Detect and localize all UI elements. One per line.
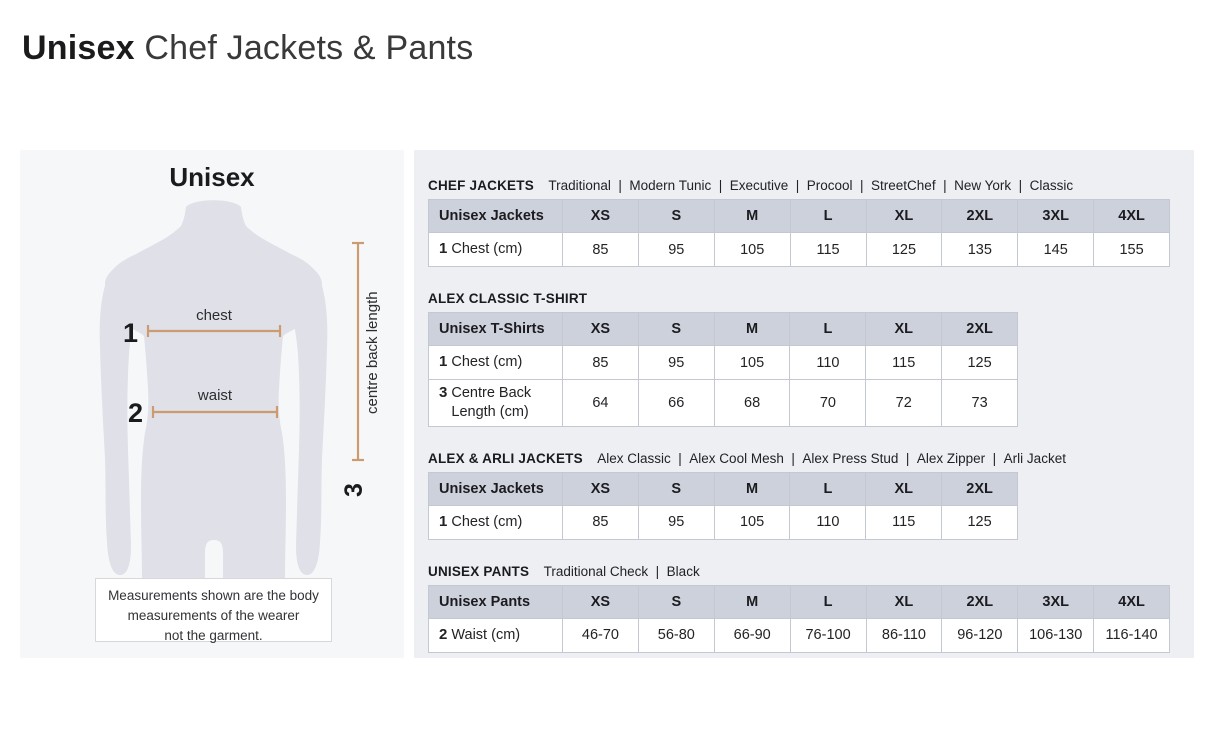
- value-cell: 155: [1094, 233, 1170, 267]
- size-header-cell: XS: [563, 200, 639, 233]
- size-header-cell: 3XL: [1018, 585, 1094, 618]
- table-header-label: Unisex Jackets: [429, 200, 563, 233]
- size-header-cell: M: [714, 313, 790, 346]
- value-cell: 95: [638, 346, 714, 380]
- section-head: [428, 178, 1180, 194]
- measure-label: Chest (cm): [451, 354, 523, 371]
- value-cell: 85: [563, 346, 639, 380]
- size-header-cell: XS: [563, 472, 639, 505]
- size-header-cell: 2XL: [942, 472, 1018, 505]
- centre-back-length-label: centre back length: [364, 291, 381, 414]
- measure-number: 2: [439, 625, 448, 643]
- chest-label: chest: [196, 307, 232, 324]
- size-header-cell: 3XL: [1018, 200, 1094, 233]
- value-cell: 115: [866, 346, 942, 380]
- size-header-cell: 2XL: [942, 585, 1018, 618]
- value-cell: 125: [942, 505, 1018, 539]
- size-header-cell: L: [790, 313, 866, 346]
- measure-number: 1: [439, 512, 448, 530]
- size-header-cell: 2XL: [942, 200, 1018, 233]
- table-header-label: Unisex T-Shirts: [429, 313, 563, 346]
- value-cell: 105: [714, 505, 790, 539]
- value-cell: 85: [563, 233, 639, 267]
- note-line: measurements of the wearer: [127, 607, 300, 623]
- size-header-row: [429, 313, 1018, 346]
- size-header-cell: L: [790, 200, 866, 233]
- value-cell: 105: [714, 346, 790, 380]
- value-cell: 110: [790, 505, 866, 539]
- page-title-bold: Unisex: [22, 29, 135, 67]
- size-header-cell: M: [714, 585, 790, 618]
- note-line: Measurements shown are the body: [108, 588, 319, 603]
- value-cell: 68: [714, 380, 790, 427]
- value-cell: 66: [638, 380, 714, 427]
- value-cell: 56-80: [638, 618, 714, 652]
- value-cell: 116-140: [1094, 618, 1170, 652]
- value-cell: 66-90: [714, 618, 790, 652]
- variant-list: Alex Classic | Alex Cool Mesh | Alex Press Stud | Alex Zipper | Arli Jacket: [597, 450, 1066, 466]
- table-row: [429, 380, 1018, 427]
- value-cell: 73: [942, 380, 1018, 427]
- size-header-cell: L: [790, 585, 866, 618]
- value-cell: 76-100: [790, 618, 866, 652]
- size-table: [428, 472, 1018, 540]
- variant-list: Traditional Check | Black: [543, 563, 700, 579]
- row-label-cell: [429, 233, 563, 267]
- measurement-note: [95, 578, 332, 642]
- value-cell: 110: [790, 346, 866, 380]
- value-cell: 115: [790, 233, 866, 267]
- measure-number: 3: [439, 384, 448, 401]
- table-row: [429, 233, 1170, 267]
- size-table: [428, 199, 1170, 267]
- waist-number: 2: [128, 398, 144, 428]
- variant-list: Traditional | Modern Tunic | Executive | Procool | StreetChef | New York | Classic: [548, 178, 1074, 193]
- value-cell: 95: [638, 505, 714, 539]
- section-head: [428, 291, 1180, 307]
- value-cell: 106-130: [1018, 618, 1094, 652]
- size-table: [428, 585, 1170, 653]
- value-cell: 115: [866, 505, 942, 539]
- value-cell: 70: [790, 380, 866, 427]
- size-header-cell: S: [638, 200, 714, 233]
- size-header-cell: XS: [563, 313, 639, 346]
- size-header-cell: XL: [866, 200, 942, 233]
- measure-label: Chest (cm): [451, 513, 523, 530]
- measure-label: Centre Back Length (cm): [451, 385, 532, 420]
- page-title-light: Chef Jackets & Pants: [144, 29, 474, 67]
- size-header-cell: 4XL: [1094, 585, 1170, 618]
- value-cell: 96-120: [942, 618, 1018, 652]
- value-cell: 105: [714, 233, 790, 267]
- note-line: not the garment.: [164, 627, 263, 643]
- size-header-row: [429, 585, 1170, 618]
- value-cell: 72: [866, 380, 942, 427]
- size-header-cell: XL: [866, 472, 942, 505]
- size-tables-panel: [414, 150, 1194, 658]
- section-head: [428, 451, 1180, 467]
- measure-number: 1: [439, 240, 448, 258]
- size-header-cell: XL: [866, 585, 942, 618]
- measure-number: 1: [439, 353, 448, 371]
- section-alex-classic-tshirt: [428, 291, 1180, 427]
- measure-label: Waist (cm): [451, 626, 521, 643]
- size-header-cell: XL: [866, 313, 942, 346]
- section-unisex-pants: [428, 564, 1180, 653]
- value-cell: 86-110: [866, 618, 942, 652]
- section-heading: UNISEX PANTS: [428, 563, 530, 579]
- size-header-cell: M: [714, 200, 790, 233]
- measure-label: Chest (cm): [451, 241, 523, 258]
- row-label-cell: [429, 505, 563, 539]
- size-header-cell: S: [638, 585, 714, 618]
- table-row: [429, 618, 1170, 652]
- size-header-cell: 4XL: [1094, 200, 1170, 233]
- size-header-cell: M: [714, 472, 790, 505]
- size-header-cell: L: [790, 472, 866, 505]
- table-header-label: Unisex Pants: [429, 585, 563, 618]
- size-header-cell: S: [638, 313, 714, 346]
- size-header-cell: S: [638, 472, 714, 505]
- section-heading: ALEX & ARLI JACKETS: [428, 450, 583, 466]
- value-cell: 125: [942, 346, 1018, 380]
- size-header-cell: 2XL: [942, 313, 1018, 346]
- table-row: [429, 505, 1018, 539]
- value-cell: 135: [942, 233, 1018, 267]
- size-header-row: [429, 472, 1018, 505]
- value-cell: 64: [563, 380, 639, 427]
- table-header-label: Unisex Jackets: [429, 472, 563, 505]
- centre-back-length-number: 3: [340, 483, 368, 497]
- diagram-title: Unisex: [169, 162, 255, 192]
- section-alex-arli-jackets: [428, 451, 1180, 540]
- section-heading: ALEX CLASSIC T-SHIRT: [428, 291, 588, 306]
- page-title: [22, 26, 473, 70]
- row-label-cell: [429, 380, 563, 427]
- section-head: [428, 564, 1180, 580]
- waist-label: waist: [197, 387, 233, 404]
- value-cell: 85: [563, 505, 639, 539]
- size-table: [428, 312, 1018, 427]
- value-cell: 145: [1018, 233, 1094, 267]
- section-heading: CHEF JACKETS: [428, 178, 534, 193]
- value-cell: 125: [866, 233, 942, 267]
- section-chef-jackets: [428, 178, 1180, 267]
- row-label-cell: [429, 618, 563, 652]
- table-row: [429, 346, 1018, 380]
- chest-number: 1: [123, 318, 139, 348]
- value-cell: 95: [638, 233, 714, 267]
- size-header-cell: XS: [563, 585, 639, 618]
- value-cell: 46-70: [563, 618, 639, 652]
- measurement-diagram-panel: [20, 150, 404, 658]
- centre-back-length-line: [352, 243, 364, 460]
- size-header-row: [429, 200, 1170, 233]
- row-label-cell: [429, 346, 563, 380]
